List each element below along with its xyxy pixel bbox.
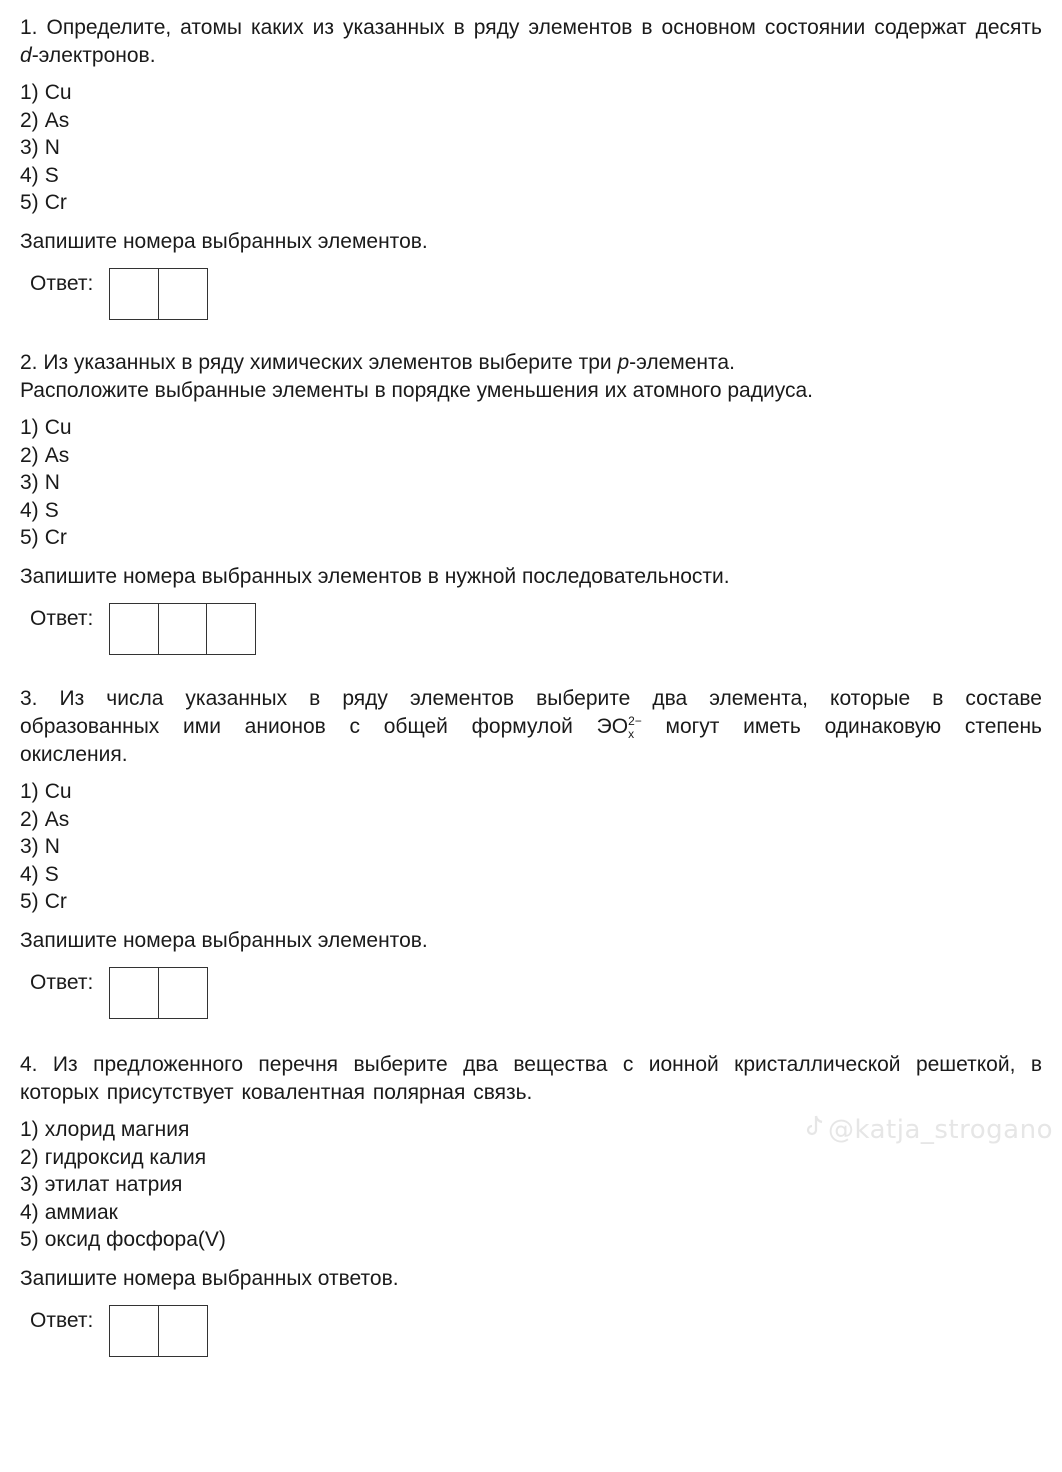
option-number: 5) bbox=[20, 890, 39, 913]
answer-cell[interactable] bbox=[109, 268, 159, 320]
option-item bbox=[20, 497, 1042, 525]
option-text: хлорид магния bbox=[44, 1118, 190, 1141]
option-number: 1) bbox=[20, 81, 39, 104]
option-item bbox=[20, 1199, 1042, 1227]
option-number: 4) bbox=[20, 163, 39, 187]
question-italic: d bbox=[20, 44, 32, 67]
question-text-end: -электронов. bbox=[31, 44, 156, 67]
option-text: S bbox=[44, 163, 59, 187]
answer-label: Ответ: bbox=[30, 606, 94, 630]
option-item bbox=[20, 1226, 1042, 1254]
option-number: 5) bbox=[20, 526, 39, 549]
answer-cell[interactable] bbox=[158, 603, 208, 655]
answer-cell[interactable] bbox=[109, 967, 159, 1019]
option-item bbox=[20, 1144, 1042, 1172]
answer-cell[interactable] bbox=[109, 603, 159, 655]
question-text: 1. Определите, атомы каких из указанных в ряду элементов в основном состоянии содержат десять bbox=[20, 16, 1042, 39]
option-number: 4) bbox=[20, 498, 39, 522]
task-2-options bbox=[20, 414, 1042, 552]
answer-cell[interactable] bbox=[158, 967, 208, 1019]
option-number: 2) bbox=[20, 443, 39, 467]
task-3-answer bbox=[20, 967, 1042, 1019]
option-number: 3) bbox=[20, 471, 39, 494]
option-number: 3) bbox=[20, 835, 39, 858]
task-1-instruction: Запишите номера выбранных элементов. bbox=[20, 229, 428, 253]
option-number: 3) bbox=[20, 1173, 39, 1196]
answer-label: Ответ: bbox=[30, 970, 94, 994]
option-item bbox=[20, 806, 1042, 834]
option-item bbox=[20, 414, 1042, 442]
option-text: Cr bbox=[44, 526, 67, 549]
question-text-end: могут иметь одинаковую степень окисления. bbox=[20, 715, 1042, 766]
option-number: 1) bbox=[20, 416, 39, 439]
task-2-instruction: Запишите номера выбранных элементов в нужной последовательности. bbox=[20, 564, 730, 588]
tiktok-icon bbox=[804, 1114, 826, 1145]
option-text: аммиак bbox=[44, 1200, 118, 1224]
task-3-question bbox=[20, 685, 1042, 769]
option-text: S bbox=[44, 498, 59, 522]
answer-cells bbox=[109, 967, 206, 1019]
option-item bbox=[20, 469, 1042, 497]
option-text: S bbox=[44, 862, 59, 886]
answer-cell[interactable] bbox=[158, 268, 208, 320]
option-text: N bbox=[44, 471, 60, 494]
option-item bbox=[20, 107, 1042, 135]
task-4-question: 4. Из предложенного перечня выберите два вещества с ионной кристаллической решеткой, в которых присутствует ковалентная полярная связь. bbox=[20, 1053, 1042, 1104]
answer-cells bbox=[109, 1305, 206, 1357]
option-text: N bbox=[44, 835, 60, 858]
option-item bbox=[20, 524, 1042, 552]
option-text: As bbox=[44, 108, 70, 132]
question-line-2: Расположите выбранные элементы в порядке уменьшения их атомного радиуса. bbox=[20, 379, 813, 402]
option-number: 2) bbox=[20, 807, 39, 831]
watermark-text: @katja_strogano bbox=[828, 1115, 1053, 1145]
option-text: Cu bbox=[44, 416, 72, 439]
option-number: 5) bbox=[20, 191, 39, 214]
watermark bbox=[804, 1114, 1053, 1145]
task-4-answer bbox=[20, 1305, 1042, 1357]
option-item bbox=[20, 189, 1042, 217]
option-number: 4) bbox=[20, 1200, 39, 1224]
option-number: 5) bbox=[20, 1228, 39, 1251]
task-1-options bbox=[20, 79, 1042, 217]
task-3-options bbox=[20, 778, 1042, 916]
option-item bbox=[20, 162, 1042, 190]
option-item bbox=[20, 778, 1042, 806]
answer-cells bbox=[109, 603, 255, 655]
answer-cells bbox=[109, 268, 206, 320]
formula-subscript: x bbox=[628, 727, 635, 742]
question-italic: p bbox=[617, 351, 630, 374]
option-text: Cr bbox=[44, 191, 67, 214]
option-text: этилат натрия bbox=[44, 1173, 183, 1196]
task-1-question bbox=[20, 14, 1042, 70]
answer-cell[interactable] bbox=[158, 1305, 208, 1357]
option-number: 2) bbox=[20, 108, 39, 132]
option-item bbox=[20, 79, 1042, 107]
task-4 bbox=[20, 1051, 1042, 1357]
task-3 bbox=[20, 685, 1042, 1019]
option-item bbox=[20, 1171, 1042, 1199]
option-text: N bbox=[44, 136, 60, 159]
option-number: 2) bbox=[20, 1145, 39, 1169]
option-number: 1) bbox=[20, 780, 39, 803]
option-text: Cr bbox=[44, 890, 67, 913]
task-4-instruction: Запишите номера выбранных ответов. bbox=[20, 1266, 399, 1290]
answer-cell[interactable] bbox=[206, 603, 256, 655]
answer-cell[interactable] bbox=[109, 1305, 159, 1357]
option-text: гидроксид калия bbox=[44, 1145, 207, 1169]
task-2 bbox=[20, 349, 1042, 655]
question-text: 3. Из числа указанных в ряду элементов выберите два элемента, которые в составе образованных ими анионов с общей формулой ЭО bbox=[20, 687, 1042, 738]
option-text: Cu bbox=[44, 780, 72, 803]
task-1-answer bbox=[20, 268, 1042, 320]
option-number: 3) bbox=[20, 136, 39, 159]
question-text-end: -элемента. bbox=[629, 351, 735, 374]
answer-label: Ответ: bbox=[30, 271, 94, 295]
option-item bbox=[20, 861, 1042, 889]
question-text: 2. Из указанных в ряду химических элементов выберите три bbox=[20, 351, 618, 374]
option-number: 1) bbox=[20, 1118, 39, 1141]
option-text: As bbox=[44, 807, 70, 831]
option-text: Cu bbox=[44, 81, 72, 104]
option-item bbox=[20, 134, 1042, 162]
formula-superscript: 2− bbox=[628, 714, 642, 728]
task-1 bbox=[20, 14, 1042, 320]
task-2-answer bbox=[20, 603, 1042, 655]
option-text: оксид фосфора(V) bbox=[44, 1228, 226, 1251]
answer-label: Ответ: bbox=[30, 1308, 94, 1332]
option-item bbox=[20, 888, 1042, 916]
task-2-question bbox=[20, 349, 1042, 405]
task-3-instruction: Запишите номера выбранных элементов. bbox=[20, 928, 428, 952]
option-item bbox=[20, 833, 1042, 861]
option-text: As bbox=[44, 443, 70, 467]
option-item bbox=[20, 442, 1042, 470]
option-number: 4) bbox=[20, 862, 39, 886]
